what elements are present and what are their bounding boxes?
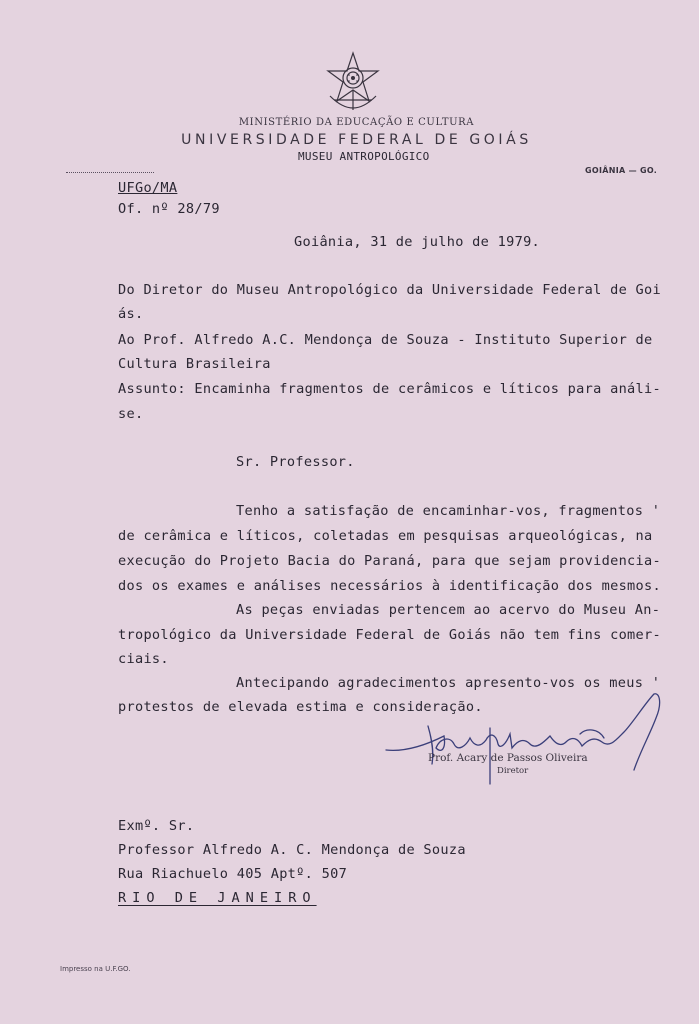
body-paragraph-line: tropológico da Universidade Federal de Goiás não tem fins comer- [118, 627, 661, 643]
date-line: Goiânia, 31 de julho de 1979. [294, 234, 541, 250]
address-city: RIO DE JANEIRO [118, 890, 317, 906]
ministry-heading: MINISTÉRIO DA EDUCAÇÃO E CULTURA [238, 117, 475, 128]
signatory-title: Diretor [497, 766, 529, 776]
address-honorific: Exmº. Sr. [118, 818, 195, 834]
city-label: GOIÂNIA — GO. [585, 166, 658, 175]
subject-line: Assunto: Encaminha fragmentos de cerâmicos e líticos para análi- [118, 381, 661, 397]
handwritten-signature [384, 688, 674, 788]
from-line-text: Do Diretor do Museu Antropológico da Universidade Federal de Goi [118, 282, 661, 298]
subject-line-continued: se. [118, 406, 144, 422]
address-recipient: Professor Alfredo A. C. Mendonça de Souza [118, 842, 466, 858]
body-paragraph-line: ciais. [118, 651, 169, 667]
dotted-rule [66, 172, 154, 173]
office-reference: UFGo/MA [118, 180, 178, 196]
body-paragraph-line: As peças enviadas pertencem ao acervo do Museu An- [236, 602, 661, 618]
closing-line: Antecipando agradecimentos apresento-vos os meus ' [236, 675, 661, 691]
printer-imprint: Impresso na U.F.GO. [60, 965, 131, 973]
body-paragraph-line: Tenho a satisfação de encaminhar-vos, fragmentos ' [236, 503, 661, 519]
body-paragraph-line: dos os exames e análises necessários à identificação dos mesmos. [118, 578, 661, 594]
to-line-continued: Cultura Brasileira [118, 356, 271, 372]
from-line [118, 282, 661, 298]
coat-of-arms-icon [322, 50, 384, 112]
from-line-continued: ás. [118, 306, 144, 322]
office-number: Of. nº 28/79 [118, 201, 220, 217]
salutation: Sr. Professor. [236, 454, 355, 470]
museum-heading: MUSEU ANTROPOLÓGICO [298, 150, 430, 163]
to-line: Ao Prof. Alfredo A.C. Mendonça de Souza - Instituto Superior de [118, 332, 653, 348]
closing-line: protestos de elevada estima e consideração. [118, 699, 483, 715]
signatory-name: Prof. Acary de Passos Oliveira [428, 752, 588, 764]
body-paragraph-line: de cerâmica e líticos, coletadas em pesquisas arqueológicas, na [118, 528, 653, 544]
university-heading: UNIVERSIDADE FEDERAL DE GOIÁS [181, 132, 532, 148]
address-street: Rua Riachuelo 405 Aptº. 507 [118, 866, 348, 882]
body-paragraph-line: execução do Projeto Bacia do Paraná, para que sejam providencia- [118, 553, 661, 569]
